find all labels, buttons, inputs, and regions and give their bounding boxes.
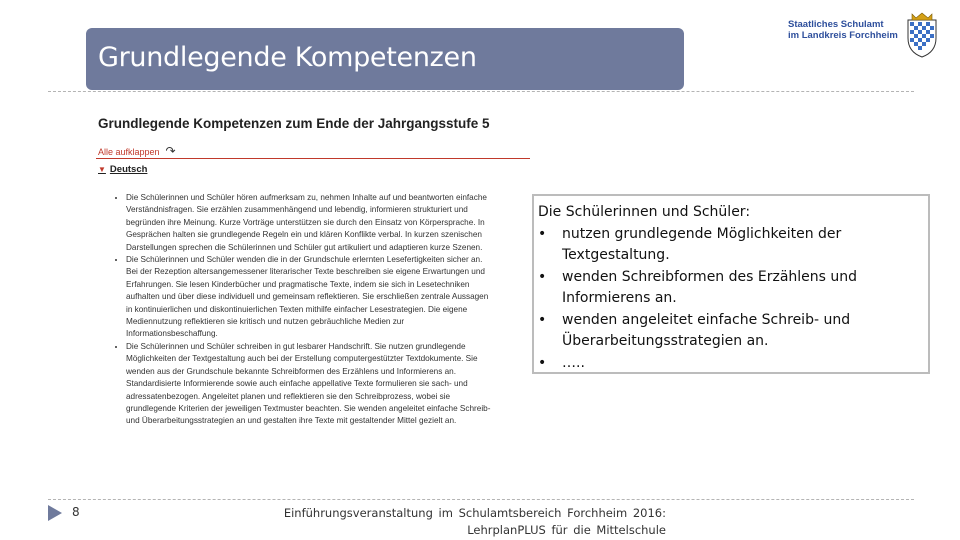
summary-item-text: nutzen grundlegende Möglichkeiten der Textgestaltung. <box>562 225 842 263</box>
section-label: Deutsch <box>109 164 148 175</box>
section-deutsch[interactable] <box>98 164 147 175</box>
competency-list <box>112 192 496 428</box>
summary-item-text: wenden angeleitet einfache Schreib- und Überarbeitungsstrategien an. <box>562 311 851 349</box>
expand-all-label: Alle aufklappen <box>98 147 160 157</box>
summary-item-text: ….. <box>562 354 585 371</box>
summary-intro: Die Schülerinnen und Schüler: <box>538 204 751 220</box>
logo-line-1: Staatliches Schulamt <box>788 19 884 30</box>
bottom-divider <box>48 499 914 500</box>
page-number: 8 <box>72 505 80 519</box>
footer-line-1: Einführungsveranstaltung im Schulamtsbereich Forchheim 2016: <box>283 506 666 520</box>
summary-item-text: wenden Schreibformen des Erzählens und Informierens an. <box>562 268 858 306</box>
bavarian-crest-icon <box>904 12 940 58</box>
curved-arrow-icon: ↷ <box>165 144 176 158</box>
competency-item: • Die Schülerinnen und Schüler hören aufmerksam zu, nehmen Inhalte auf und beantworten einfache Verständnisfragen. Sie erzählen zusammenhängend und lebendig, informieren strukturiert und begründen ihre Meinung. Kurze Vorträge unterstützen sie durch den Einsatz von Körpersprache. In Gesprächen halten sie grundlegende Regeln ein und klären Konflikte verbal. In kurzen szenischen Darstellungen sprechen die Schülerinnen und Schüler gut artikuliert und adaptieren kurze Szenen. <box>126 192 496 254</box>
summary-item <box>538 224 920 267</box>
slide-title-bar <box>86 28 684 90</box>
slide-marker-icon <box>48 505 62 521</box>
bullet-icon: • <box>538 268 547 285</box>
slide-title: Grundlegende Kompetenzen <box>98 42 477 73</box>
summary-item <box>538 310 920 353</box>
school-office-logo-text <box>788 19 906 41</box>
expand-all-link[interactable] <box>98 144 176 158</box>
competency-item: • Die Schülerinnen und Schüler schreiben in gut lesbarer Handschrift. Sie nutzen grundlegende Möglichkeiten der Textgestaltung auch bei der Erstellung computergestützter Textdokumente. Sie wenden aus der Grundschule bekannte Schreibformen des Erzählens und Informierens an. Standardisierte Informierende sowie auch einfache appellative Texte formulieren sie sach- und adressatenbezogen. Angeleitet planen und reflektieren sie den Schreibprozess, wobei sie grundlegende Kriterien der jeweiligen Textmuster beachten. Sie wenden angeleitet einfache Schreib- und Überarbeitungsstrategien an und gestalten ihre Texte mit gestaltender Mittel gezielt an. <box>126 341 496 428</box>
bullet-icon: • <box>538 225 547 242</box>
screenshot-heading: Grundlegende Kompetenzen zum Ende der Jahrgangsstufe 5 <box>98 116 490 131</box>
screenshot-rule <box>96 158 530 159</box>
summary-item <box>538 353 920 375</box>
bullet-icon: • <box>538 311 547 328</box>
footer-line-2: LehrplanPLUS für die Mittelschule <box>467 523 666 537</box>
summary-list <box>538 224 920 375</box>
summary-textbox <box>532 194 930 374</box>
logo-line-2: im Landkreis Forchheim <box>788 30 898 41</box>
triangle-down-icon: ▼ <box>98 165 106 174</box>
curriculum-screenshot <box>86 106 532 498</box>
slide-footer <box>270 505 666 539</box>
summary-item <box>538 267 920 310</box>
top-divider <box>48 91 914 92</box>
competency-item: • Die Schülerinnen und Schüler wenden die in der Grundschule erlernten Lesefertigkeiten sicher an. Bei der Rezeption altersangemessener literarischer Texte beschreiben sie eigene Erwartungen und Erfahrungen. Sie lesen Kinderbücher und pragmatische Texte, indem sie sich in Lesetechniken aufhalten und über diese individuell und gemeinsam reflektieren. Sie erschließen zentrale Aussagen in kontinuierlichen und diskontinuierlichen Texten mithilfe einfacher Lesestrategien. Die eigene Mediennutzung reflektieren sie kritisch und nutzen gebräuchliche Medien zur Informationsbeschaffung. <box>126 254 496 341</box>
bullet-icon: • <box>538 354 547 371</box>
